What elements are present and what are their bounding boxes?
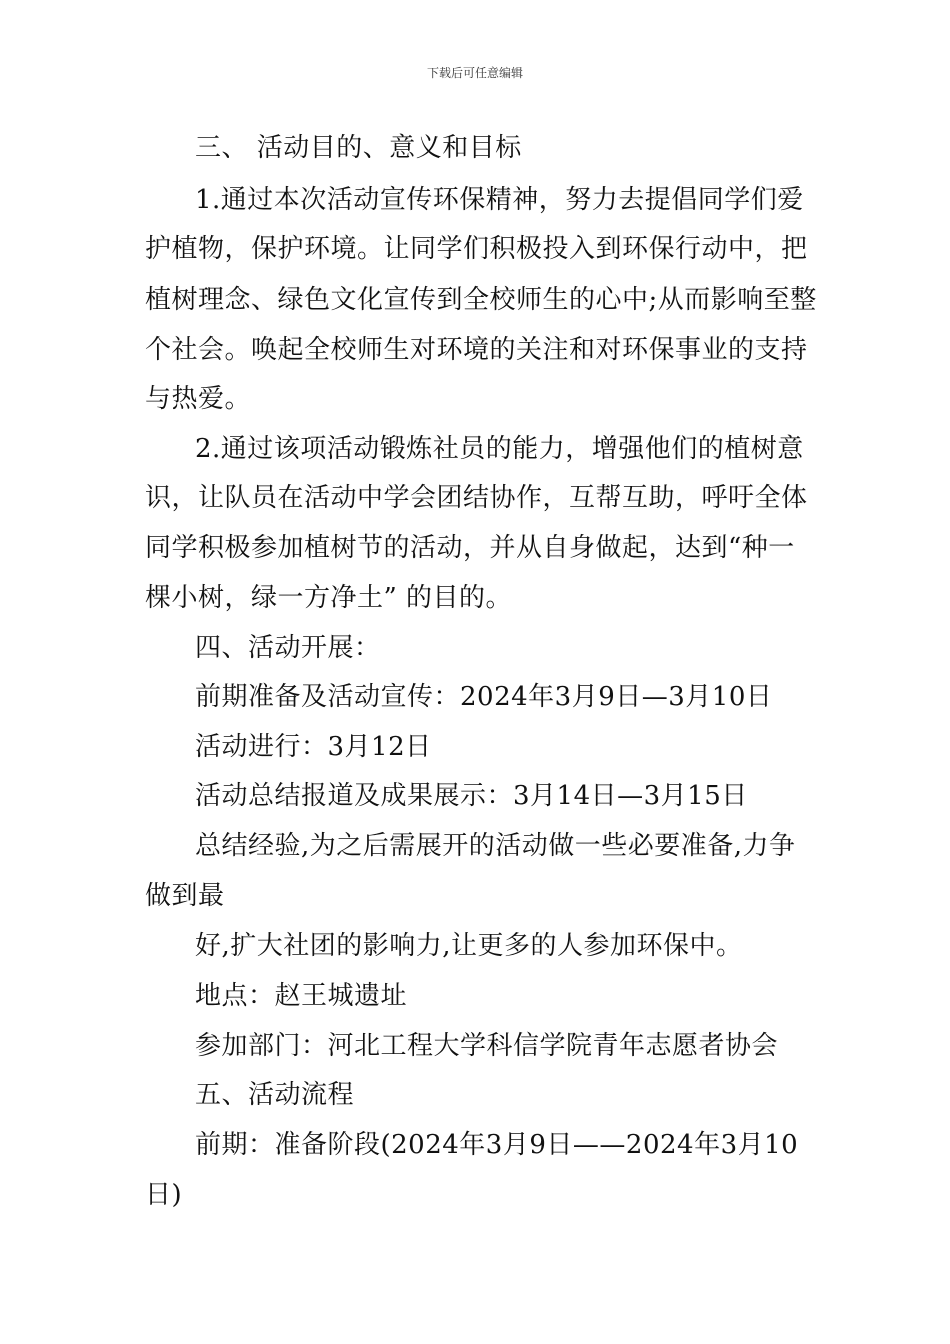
schedule-line: 活动进行：3月12日 xyxy=(195,732,432,762)
location-line: 地点：赵王城遗址 xyxy=(195,981,408,1011)
paragraph-line: 做到最 xyxy=(145,881,225,911)
paragraph-line: 同学积极参加植树节的活动，并从自身做起，达到“种一 xyxy=(145,533,795,563)
department-line: 参加部门：河北工程大学科信学院青年志愿者协会 xyxy=(195,1031,779,1061)
paragraph-line: 1.通过本次活动宣传环保精神，努力去提倡同学们爱 xyxy=(195,185,804,215)
paragraph-line: 总结经验,为之后需展开的活动做一些必要准备,力争 xyxy=(195,831,796,861)
section-heading-3: 三、 活动目的、意义和目标 xyxy=(195,133,522,163)
paragraph-line: 个社会。唤起全校师生对环境的关注和对环保事业的支持 xyxy=(145,335,808,365)
section-heading-5: 五、活动流程 xyxy=(195,1080,355,1110)
page-header-note: 下载后可任意编辑 xyxy=(426,66,523,80)
paragraph-line: 识，让队员在活动中学会团结协作，互帮互助，呼吁全体 xyxy=(145,483,808,513)
paragraph-line: 与热爱。 xyxy=(145,384,252,414)
paragraph-line: 好,扩大社团的影响力,让更多的人参加环保中。 xyxy=(195,931,743,961)
section-heading-4: 四、活动开展： xyxy=(195,633,381,663)
paragraph-line: 日) xyxy=(145,1180,183,1210)
paragraph-line: 棵小树，绿一方净土” 的目的。 xyxy=(145,583,513,613)
schedule-line: 活动总结报道及成果展示：3月14日—3月15日 xyxy=(195,781,748,811)
schedule-line: 前期准备及活动宣传：2024年3月9日—3月10日 xyxy=(195,682,773,712)
paragraph-line: 前期：准备阶段(2024年3月9日——2024年3月10 xyxy=(195,1130,799,1160)
paragraph-line: 护植物，保护环境。让同学们积极投入到环保行动中，把 xyxy=(145,234,808,264)
paragraph-line: 植树理念、绿色文化宣传到全校师生的心中;从而影响至整 xyxy=(145,285,817,315)
paragraph-line: 2.通过该项活动锻炼社员的能力，增强他们的植树意 xyxy=(195,434,804,464)
